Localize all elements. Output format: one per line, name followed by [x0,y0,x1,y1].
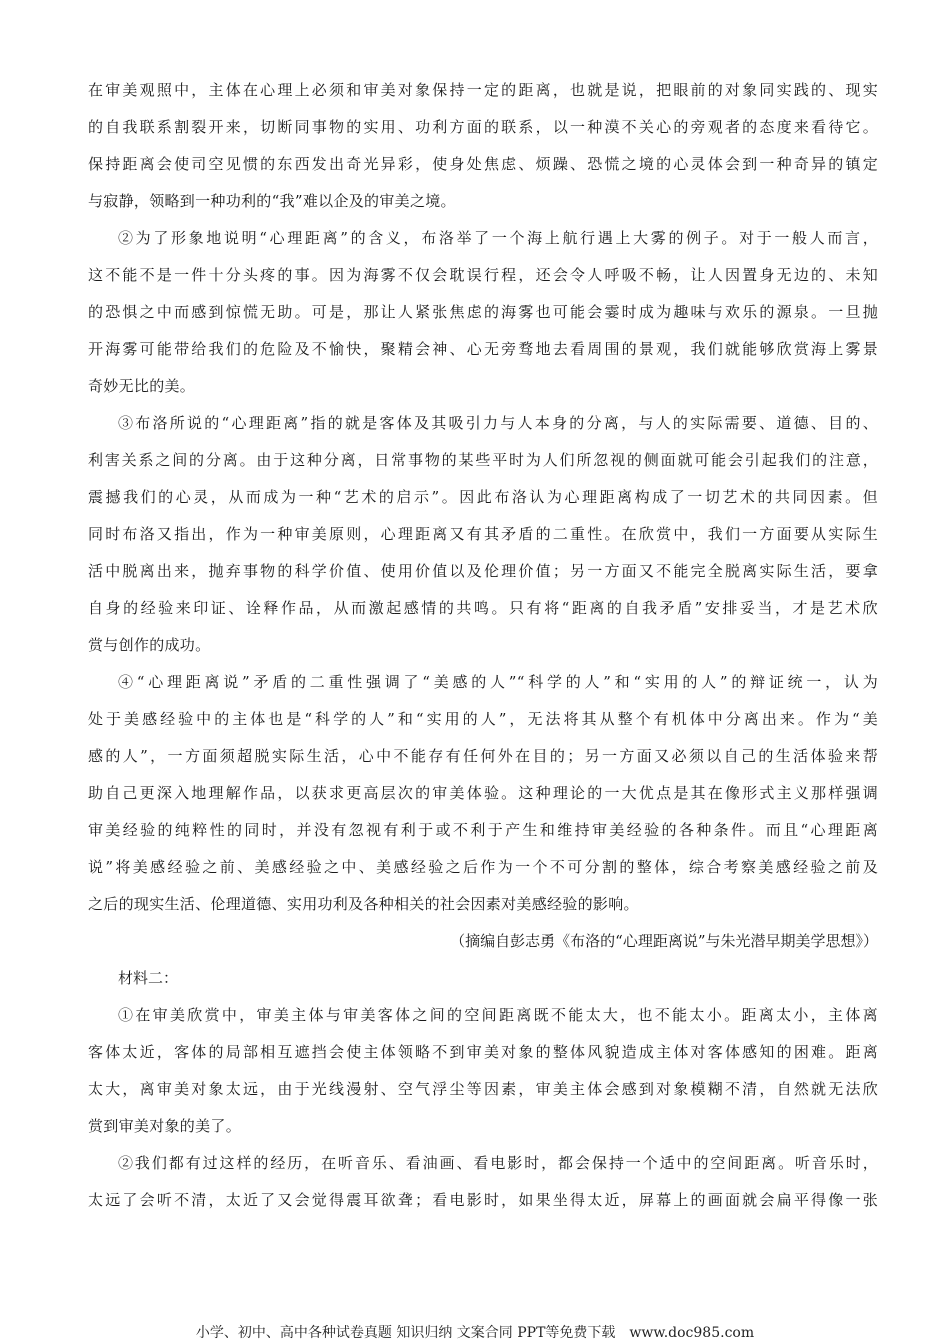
text-line: 利害关系之间的分离。由于这种分离，日常事物的某些平时为人们所忽视的侧面就可能会引起我们的注意， [88,451,878,469]
footer-text: 小学、初中、高中各种试卷真题 知识归纳 文案合同 PPT等免费下载 [195,1325,616,1341]
source-citation: （摘编自彭志勇《布洛的“心理距离说”与朱光潜早期美学思想》） [450,932,878,950]
paragraph-3 [88,411,878,657]
text-line: ②为了形象地说明“心理距离”的含义，布洛举了一个海上航行遇上大雾的例子。对于一般人而言， [118,229,878,247]
document-body [88,78,878,1212]
text-line: 太远了会听不清，太近了又会觉得震耳欲聋；看电影时，如果坐得太近，屏幕上的画面就会扁平得像一张 [88,1191,878,1209]
text-line: 同时布洛又指出，作为一种审美原则，心理距离又有其矛盾的二重性。在欣赏中，我们一方面要从实际生 [88,525,878,543]
text-line: 与寂静，领略到一种功利的“我”难以企及的审美之境。 [88,192,456,210]
paragraph-2 [88,226,878,398]
text-line: ②我们都有过这样的经历，在听音乐、看油画、看电影时，都会保持一个适中的空间距离。听音乐时， [118,1154,878,1172]
text-line: 的自我联系割裂开来，切断同事物的实用、功利方面的联系，以一种漠不关心的旁观者的态度来看待它。 [88,118,878,136]
material-2-paragraph-1 [88,1003,878,1138]
text-line: 自身的经验来印证、诠释作品，从而激起感情的共鸣。只有将“距离的自我矛盾”安排妥当，才是艺术欣 [88,599,878,617]
text-line: ①在审美欣赏中，审美主体与审美客体之间的空间距离既不能太大，也不能太小。距离太小，主体离 [118,1006,878,1024]
paragraph-intro [88,78,878,213]
text-line: 太大，离审美对象太远，由于光线漫射、空气浮尘等因素，审美主体会感到对象模糊不清，自然就无法欣 [88,1080,878,1098]
text-line: ④“心理距离说”矛盾的二重性强调了“美感的人”“科学的人”和“实用的人”的辩证统一，认为 [118,673,878,691]
text-line: 赏到审美对象的美了。 [88,1117,242,1135]
text-line: 之后的现实生活、伦理道德、实用功利及各种相关的社会因素对美感经验的影响。 [88,895,639,913]
text-line: 这不能不是一件十分头疼的事。因为海雾不仅会耽误行程，还会令人呼吸不畅，让人因置身无边的、未知 [88,266,878,284]
page-footer [0,1322,950,1342]
text-line: 保持距离会使司空见惯的东西发出奇光异彩，使身处焦虑、烦躁、恐慌之境的心灵体会到一种奇异的镇定 [88,155,878,173]
footer-site-link[interactable]: www.doc985.com [629,1325,755,1341]
material-2-label: 材料二： [118,969,179,987]
text-line: 奇妙无比的美。 [88,377,196,395]
paragraph-4 [88,670,878,916]
text-line: 开海雾可能带给我们的危险及不愉快，聚精会神、心无旁骛地去看周围的景观，我们就能够欣赏海上雾景 [88,340,878,358]
text-line: 在审美观照中，主体在心理上必须和审美对象保持一定的距离，也就是说，把眼前的对象同实践的、现实 [88,81,878,99]
text-line: 说”将美感经验之前、美感经验之中、美感经验之后作为一个不可分割的整体，综合考察美感经验之前及 [88,858,878,876]
text-line: 赏与创作的成功。 [88,636,211,654]
text-line: 感的人”，一方面须超脱实际生活，心中不能存有任何外在目的；另一方面又必须以自己的生活体验来帮 [88,747,878,765]
text-line: 审美经验的纯粹性的同时，并没有忽视有利于或不利于产生和维持审美经验的各种条件。而且“心理距离 [88,821,878,839]
text-line: 客体太近，客体的局部相互遮挡会使主体领略不到审美对象的整体风貌造成主体对客体感知的困难。距离 [88,1043,878,1061]
material-2-paragraph-2 [88,1151,878,1212]
text-line: 活中脱离出来，抛弃事物的科学价值、使用价值以及伦理价值；另一方面又不能完全脱离实际生活，要拿 [88,562,878,580]
text-line: 震撼我们的心灵，从而成为一种“艺术的启示”。因此布洛认为心理距离构成了一切艺术的共同因素。但 [88,488,878,506]
text-line: 助自己更深入地理解作品，以获求更高层次的审美体验。这种理论的一大优点是其在像形式主义那样强调 [88,784,878,802]
text-line: ③布洛所说的“心理距离”指的就是客体及其吸引力与人本身的分离，与人的实际需要、道德、目的、 [118,414,878,432]
text-line: 的恐惧之中而感到惊慌无助。可是，那让人紧张焦虑的海雾也可能会霎时成为趣味与欢乐的源泉。一旦抛 [88,303,878,321]
text-line: 处于美感经验中的主体也是“科学的人”和“实用的人”，无法将其从整个有机体中分离出来。作为“美 [88,710,878,728]
